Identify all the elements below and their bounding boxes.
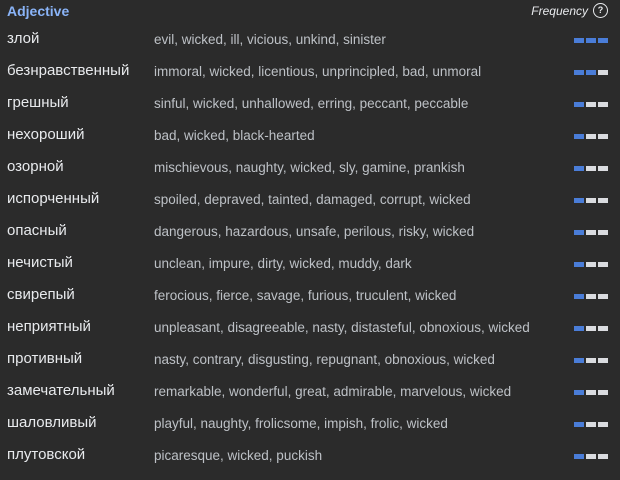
translation-word[interactable]: шаловливый — [7, 414, 97, 431]
frequency-bar — [598, 262, 608, 267]
frequency-bar — [586, 358, 596, 363]
frequency-bar — [586, 262, 596, 267]
translation-word[interactable]: озорной — [7, 158, 64, 175]
frequency-bar — [586, 390, 596, 395]
frequency-bar — [586, 326, 596, 331]
frequency-bar — [586, 70, 596, 75]
frequency-bar — [586, 294, 596, 299]
translation-word[interactable]: нечистый — [7, 254, 73, 271]
frequency-bar — [574, 166, 584, 171]
frequency-bar — [586, 230, 596, 235]
frequency-indicator — [574, 38, 608, 43]
frequency-bar — [586, 454, 596, 459]
frequency-legend — [531, 3, 608, 18]
translation-word[interactable]: замечательный — [7, 382, 115, 399]
part-of-speech-label: Adjective — [7, 3, 70, 19]
translation-row — [0, 408, 620, 440]
frequency-bar — [598, 390, 608, 395]
translation-word[interactable]: противный — [7, 350, 83, 367]
translation-row — [0, 312, 620, 344]
synonym-list: ferocious, fierce, savage, furious, truculent, wicked — [154, 288, 457, 303]
translation-word[interactable]: свирепый — [7, 286, 75, 303]
translation-row — [0, 184, 620, 216]
synonym-list: playful, naughty, frolicsome, impish, frolic, wicked — [154, 416, 448, 431]
translation-word[interactable]: грешный — [7, 94, 69, 111]
translation-word[interactable]: безнравственный — [7, 62, 130, 79]
frequency-indicator — [574, 294, 608, 299]
synonym-list: dangerous, hazardous, unsafe, perilous, risky, wicked — [154, 224, 475, 239]
translation-word[interactable]: испорченный — [7, 190, 100, 207]
translation-word[interactable]: злой — [7, 30, 40, 47]
frequency-indicator — [574, 134, 608, 139]
frequency-indicator — [574, 198, 608, 203]
frequency-bar — [586, 102, 596, 107]
frequency-bar — [574, 294, 584, 299]
frequency-bar — [586, 38, 596, 43]
frequency-bar — [598, 326, 608, 331]
frequency-bar — [598, 38, 608, 43]
synonym-list: evil, wicked, ill, vicious, unkind, sinister — [154, 32, 386, 47]
frequency-bar — [598, 294, 608, 299]
frequency-bar — [574, 262, 584, 267]
frequency-bar — [598, 230, 608, 235]
translation-word[interactable]: опасный — [7, 222, 67, 239]
synonym-list: bad, wicked, black-hearted — [154, 128, 315, 143]
frequency-indicator — [574, 102, 608, 107]
synonym-list: remarkable, wonderful, great, admirable, marvelous, wicked — [154, 384, 512, 399]
synonym-list: sinful, wicked, unhallowed, erring, peccant, peccable — [154, 96, 469, 111]
frequency-bar — [598, 70, 608, 75]
frequency-indicator — [574, 390, 608, 395]
synonym-list: mischievous, naughty, wicked, sly, gamine, prankish — [154, 160, 465, 175]
translation-row — [0, 56, 620, 88]
frequency-bar — [586, 422, 596, 427]
help-circle-icon[interactable]: ? — [593, 3, 608, 18]
frequency-bar — [598, 166, 608, 171]
frequency-bar — [574, 230, 584, 235]
translation-row — [0, 152, 620, 184]
frequency-bar — [574, 102, 584, 107]
translation-header — [0, 0, 620, 24]
frequency-indicator — [574, 326, 608, 331]
synonym-list: unpleasant, disagreeable, nasty, distasteful, obnoxious, wicked — [154, 320, 530, 335]
translation-row — [0, 376, 620, 408]
frequency-indicator — [574, 230, 608, 235]
frequency-bar — [598, 102, 608, 107]
translation-word[interactable]: неприятный — [7, 318, 91, 335]
frequency-bar — [598, 358, 608, 363]
translation-row — [0, 248, 620, 280]
synonym-list: spoiled, depraved, tainted, damaged, corrupt, wicked — [154, 192, 471, 207]
frequency-bar — [574, 198, 584, 203]
frequency-bar — [598, 422, 608, 427]
translation-word[interactable]: плутовской — [7, 446, 86, 463]
translation-row — [0, 88, 620, 120]
frequency-indicator — [574, 70, 608, 75]
frequency-bar — [598, 198, 608, 203]
frequency-bar — [598, 454, 608, 459]
synonym-list: picaresque, wicked, puckish — [154, 448, 323, 463]
frequency-bar — [574, 134, 584, 139]
frequency-bar — [574, 326, 584, 331]
translation-row — [0, 440, 620, 472]
synonym-list: nasty, contrary, disgusting, repugnant, obnoxious, wicked — [154, 352, 495, 367]
frequency-indicator — [574, 422, 608, 427]
synonym-list: unclean, impure, dirty, wicked, muddy, dark — [154, 256, 412, 271]
translation-row — [0, 344, 620, 376]
frequency-bar — [574, 358, 584, 363]
frequency-bar — [586, 166, 596, 171]
frequency-bar — [574, 454, 584, 459]
frequency-bar — [574, 70, 584, 75]
frequency-label: Frequency — [531, 3, 588, 18]
frequency-indicator — [574, 454, 608, 459]
translation-list — [0, 24, 620, 472]
synonym-list: immoral, wicked, licentious, unprincipled, bad, unmoral — [154, 64, 482, 79]
frequency-bar — [586, 198, 596, 203]
frequency-bar — [574, 38, 584, 43]
frequency-bar — [574, 422, 584, 427]
frequency-bar — [598, 134, 608, 139]
frequency-indicator — [574, 358, 608, 363]
translation-word[interactable]: нехороший — [7, 126, 85, 143]
translation-row — [0, 120, 620, 152]
translation-row — [0, 216, 620, 248]
translation-row — [0, 24, 620, 56]
translation-row — [0, 280, 620, 312]
frequency-bar — [586, 134, 596, 139]
frequency-bar — [574, 390, 584, 395]
frequency-indicator — [574, 262, 608, 267]
frequency-indicator — [574, 166, 608, 171]
